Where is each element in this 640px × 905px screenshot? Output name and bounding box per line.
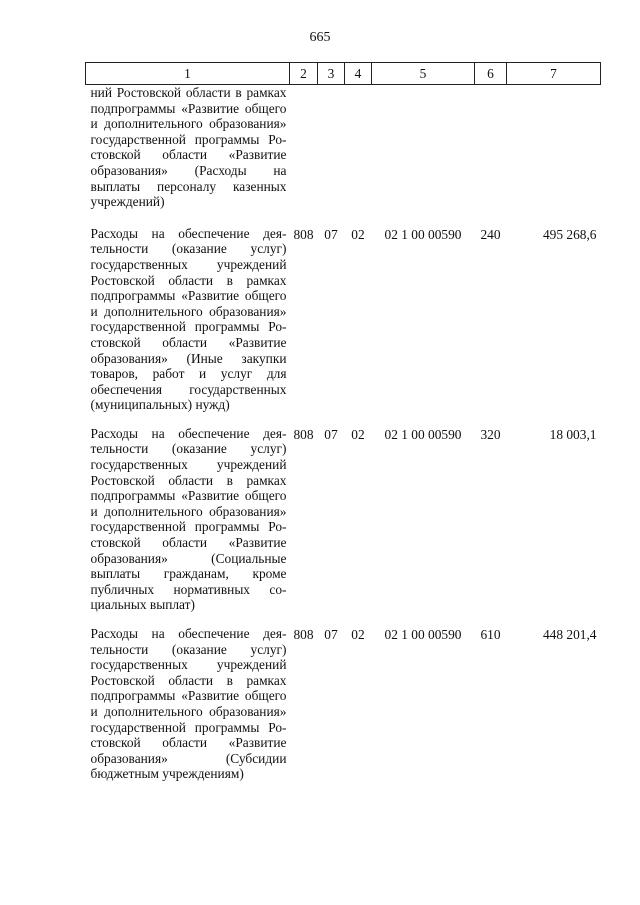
row-ministry-code <box>290 85 318 226</box>
table-row <box>86 85 601 226</box>
row-subsection-code: 02 <box>351 426 365 442</box>
column-header-5: 5 <box>372 63 475 85</box>
row-target-article: 02 1 00 00590 <box>384 426 462 442</box>
row-ministry-code: 808 <box>293 226 314 242</box>
column-header-1: 1 <box>86 63 290 85</box>
row-amount <box>507 85 601 226</box>
row-amount: 495 268,6 <box>542 226 597 242</box>
row-expense-type <box>475 85 507 226</box>
column-header-6: 6 <box>475 63 507 85</box>
row-expense-type: 320 <box>480 426 501 442</box>
row-amount: 448 201,4 <box>542 627 597 642</box>
row-target-article <box>372 85 475 226</box>
row-target-article: 02 1 00 00590 <box>384 627 462 642</box>
row-description: Расходы на обеспечение деятельности (оказание услуг) государственных учреждений Ростовской области в рамках подпрограммы «Развитие общего и дополнительного образования» государственной программы Ростовской области «Развитие образования» (Субсидии бюджетным учреждениям) <box>90 626 287 782</box>
table-row <box>86 626 601 795</box>
row-ministry-code: 808 <box>293 426 314 442</box>
row-description: Расходы на обеспечение деятельности (оказание услуг) государственных учреждений Ростовской области в рамках подпрограммы «Развитие общего и дополнительного образования» государственной программы Ростовской области «Развитие образования» (Иные закупки товаров, работ и услуг для обеспечения государственных (муниципальных) нужд) <box>90 225 287 413</box>
row-section-code: 07 <box>324 226 338 242</box>
row-description: Расходы на обеспечение деятельности (оказание услуг) государственных учреждений Ростовской области в рамках подпрограммы «Развитие общего и дополнительного образования» государственной программы Ростовской области «Развитие образования» (Социальные выплаты гражданам, кроме публичных нормативных социальных выплат) <box>90 425 287 613</box>
column-header-7: 7 <box>507 63 601 85</box>
table-row <box>86 426 601 626</box>
column-header-4: 4 <box>345 63 372 85</box>
budget-table <box>85 62 601 795</box>
row-subsection-code: 02 <box>351 627 365 642</box>
row-subsection-code <box>345 85 372 226</box>
row-amount: 18 003,1 <box>549 426 597 442</box>
row-subsection-code: 02 <box>351 226 365 242</box>
header-row <box>86 63 601 85</box>
row-target-article: 02 1 00 00590 <box>384 226 462 242</box>
row-section-code: 07 <box>324 426 338 442</box>
column-header-3: 3 <box>318 63 345 85</box>
table-row <box>86 226 601 426</box>
row-section-code <box>318 85 345 226</box>
page-number: 665 <box>309 30 331 45</box>
row-ministry-code: 808 <box>293 627 314 642</box>
row-description: ний Ростовской области в рамках подпрограммы «Развитие общего и дополнительного образования» государственной программы Ростовской области «Развитие образования» (Расходы на выплаты персоналу казенных учреждений) <box>90 85 287 210</box>
row-expense-type: 610 <box>480 627 501 642</box>
column-header-2: 2 <box>290 63 318 85</box>
row-section-code: 07 <box>324 627 338 642</box>
row-expense-type: 240 <box>480 226 501 242</box>
